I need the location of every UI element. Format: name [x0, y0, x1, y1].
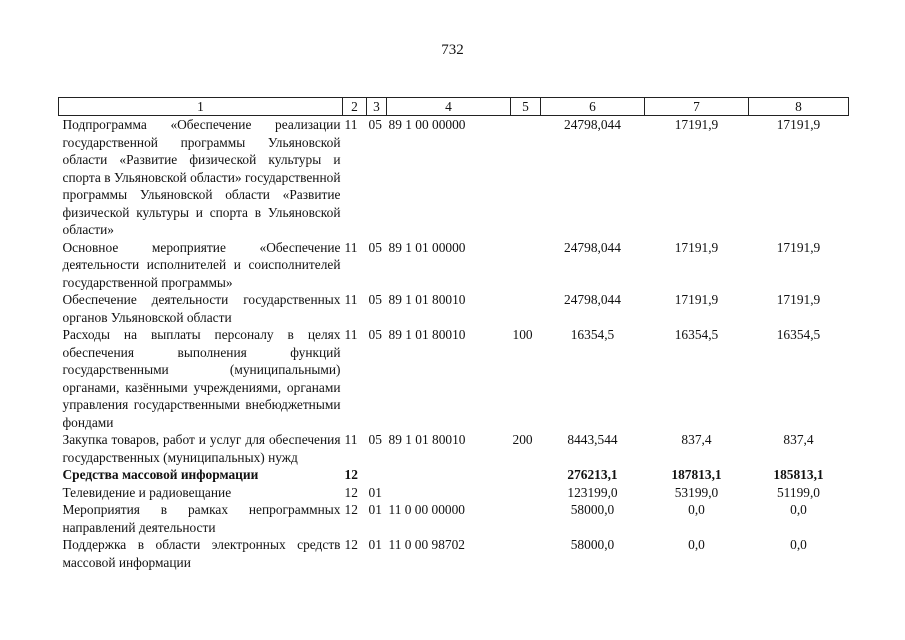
row-name: Закупка товаров, работ и услуг для обеспечения государственных (муниципальных) нужд: [62, 432, 341, 465]
row-value-col8: 51199,0: [776, 484, 821, 500]
row-target-article: 89 1 01 80010: [388, 327, 466, 342]
row-subsection: 01: [368, 484, 382, 500]
row-value-col8: 0,0: [790, 537, 807, 552]
header-col-2: 2: [343, 98, 367, 116]
row-expense-type: 100: [512, 327, 533, 342]
row-value-col7: 837,4: [681, 432, 712, 447]
row-section: 12: [344, 484, 358, 500]
row-value-col7: 17191,9: [674, 292, 719, 307]
row-subsection: 05: [368, 239, 382, 255]
row-name: Телевидение и радиовещание: [62, 484, 232, 500]
row-value-col7: 16354,5: [674, 327, 719, 342]
row-section: 12: [344, 467, 358, 482]
row-target-article: [387, 484, 511, 502]
table-body: [59, 116, 849, 572]
row-subsection: 01: [368, 537, 382, 552]
row-value-col8: 185813,1: [773, 467, 824, 482]
header-col-1: 1: [59, 98, 343, 116]
row-value-col7: 17191,9: [674, 117, 719, 132]
row-value-col8: 16354,5: [776, 327, 821, 342]
row-value-col7: 17191,9: [674, 239, 719, 255]
row-value-col7: 0,0: [688, 537, 705, 552]
row-value-col8: 837,4: [783, 432, 814, 447]
row-name: Обеспечение деятельности государственных органов Ульяновской области: [62, 292, 341, 325]
header-row: [59, 98, 849, 116]
row-value-col6: 58000,0: [570, 537, 615, 552]
row-value-col7: 0,0: [688, 502, 705, 517]
header-col-4: 4: [387, 98, 511, 116]
row-expense-type: [511, 536, 541, 571]
header-col-3: 3: [367, 98, 387, 116]
row-target-article: 11 0 00 00000: [388, 502, 465, 517]
row-section: 11: [344, 327, 358, 342]
table-row: [59, 536, 849, 571]
row-value-col6: 8443,544: [567, 432, 618, 447]
row-value-col6: 16354,5: [570, 327, 615, 342]
row-value-col8: 17191,9: [776, 239, 821, 255]
row-section: 11: [344, 292, 358, 307]
row-value-col7: 53199,0: [674, 484, 719, 500]
row-subsection: 05: [368, 292, 382, 307]
row-name: Расходы на выплаты персоналу в целях обеспечения выполнения функций государственными (муниципальными) органами, казёнными учреждениями, органами управления государственными внебюджетными фондами: [62, 327, 341, 430]
row-section: 11: [344, 239, 358, 255]
row-value-col8: 17191,9: [776, 117, 821, 132]
header-col-5: 5: [511, 98, 541, 116]
row-section: 12: [344, 502, 358, 517]
row-value-col6: 123199,0: [567, 484, 618, 500]
row-expense-type: [511, 291, 541, 326]
row-expense-type: [511, 239, 541, 292]
row-target-article: 89 1 01 80010: [388, 292, 466, 307]
page-number: 732: [441, 42, 464, 58]
row-expense-type: [511, 501, 541, 536]
row-name: Мероприятия в рамках непрограммных направлений деятельности: [62, 502, 341, 535]
table-row: [59, 239, 849, 292]
table-row: [59, 484, 849, 502]
row-expense-type: [511, 466, 541, 484]
row-subsection: 01: [368, 502, 382, 517]
row-target-article: 89 1 01 00000: [388, 239, 466, 255]
row-subsection: 05: [368, 327, 382, 342]
row-value-col6: 24798,044: [564, 292, 621, 307]
row-name: Подпрограмма «Обеспечение реализации государственной программы Ульяновской области «Развитие физической культуры и спорта в Ульяновской области» государственной программы Ульяновской области «Развитие физической культуры и спорта в Ульяновской области»: [62, 117, 341, 237]
row-expense-type: 200: [512, 432, 533, 447]
row-value-col6: 58000,0: [570, 502, 615, 517]
row-value-col8: 17191,9: [776, 292, 821, 307]
row-subsection: 05: [368, 432, 382, 447]
row-target-article: 89 1 00 00000: [388, 117, 466, 132]
row-name: Поддержка в области электронных средств массовой информации: [62, 537, 341, 570]
row-subsection: [367, 466, 387, 484]
row-value-col6: 24798,044: [564, 239, 621, 255]
table-row: [59, 326, 849, 431]
row-value-col7: 187813,1: [671, 467, 722, 482]
row-section: 11: [344, 432, 358, 447]
table-row: [59, 501, 849, 536]
header-col-6: 6: [541, 98, 645, 116]
row-name: Основное мероприятие «Обеспечение деятельности исполнителей и соисполнителей государственной программы»: [62, 239, 341, 290]
row-section: 12: [344, 537, 358, 552]
table-row: [59, 291, 849, 326]
row-subsection: 05: [368, 117, 382, 132]
row-target-article: 89 1 01 80010: [388, 432, 466, 447]
table-row: [59, 466, 849, 484]
header-col-7: 7: [645, 98, 749, 116]
row-target-article: 11 0 00 98702: [388, 537, 465, 552]
table-header: [59, 98, 849, 116]
row-expense-type: [511, 484, 541, 502]
row-expense-type: [511, 116, 541, 239]
budget-table: [58, 97, 849, 571]
row-section: 11: [344, 117, 358, 132]
row-value-col6: 24798,044: [564, 117, 621, 132]
header-col-8: 8: [749, 98, 849, 116]
row-target-article: [387, 466, 511, 484]
row-value-col8: 0,0: [790, 502, 807, 517]
row-value-col6: 276213,1: [567, 467, 618, 482]
table-row: [59, 116, 849, 239]
row-name: Средства массовой информации: [62, 467, 259, 482]
table-row: [59, 431, 849, 466]
